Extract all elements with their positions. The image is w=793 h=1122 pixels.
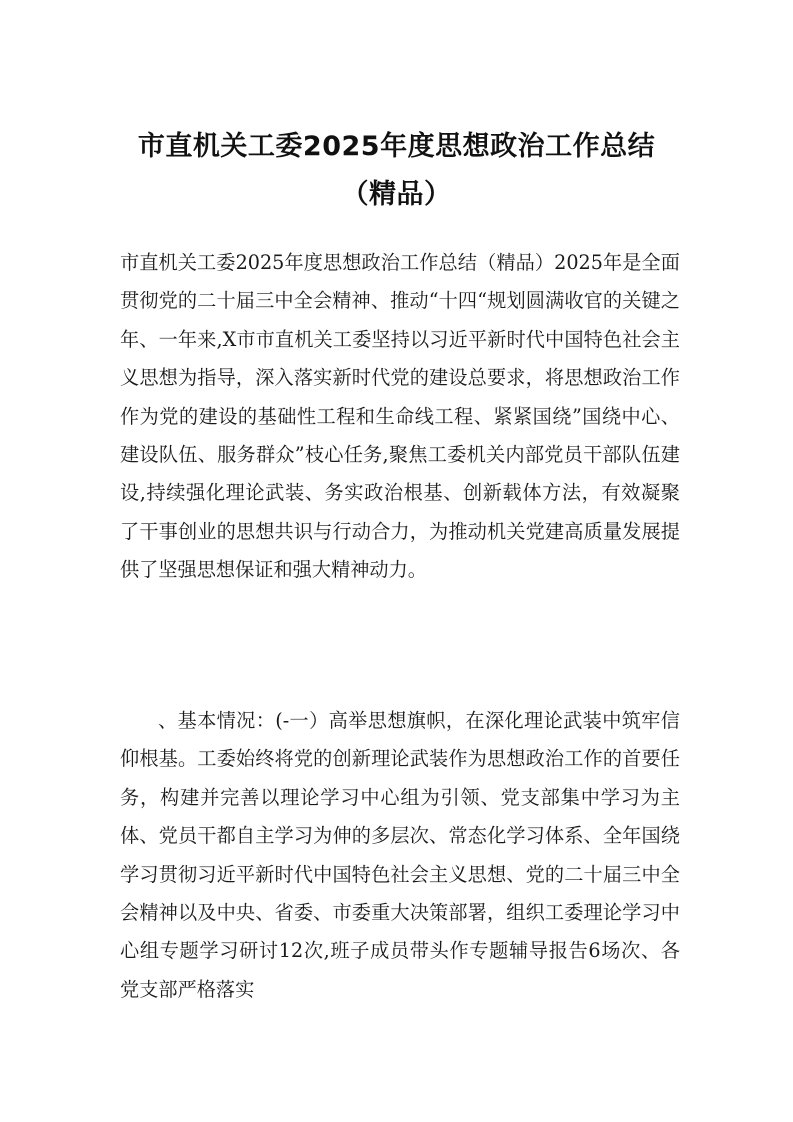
body-paragraph-basic-situation: 、基本情况：(-一）高举思想旗帜，在深化理论武装中筑牢信仰根基。工委始终将党的创新理论武装作为思想政治工作的首要任务，构建并完善以理论学习中心组为引领、党支部集中学习为主体、党员干都自主学习为伸的多层次、常态化学习体系、全年国绕学习贯彻习近平新时代中国特色社会主义思想、党的二十届三中全会精神以及中央、省委、市委重大决策部署，组织工委理论学习中心组专题学习研讨12次,班子成员带头作专题辅导报告6场次、各党支部严格落实 [120,709,680,1001]
document-title-line-1: 市直机关工委2025年度思想政治工作总结 [137,131,656,162]
body-paragraph-intro: 市直机关工委2025年度思想政治工作总结（精品）2025年是全面贯彻党的二十届三中全会精神、推动“十四“规划圆满收官的关键之年、一年来,X市市直机关工委坚持以习近平新时代中国特色社会主义思想为指导，深入落实新时代党的建设总要求，将思想政治工作作为党的建设的基础性工程和生命线工程、紧紧国绕”国绕中心、建设队伍、服务群众”枝心任务,聚焦工委机关内部党员干部队伍建设,持续强化理论武装、务实政治根基、创新载体方法，有效凝聚了干事创业的思想共识与行动合力，为推动机关党建高质量发展提供了坚强思想保证和强大精神动力。 [120,251,680,582]
document-title-line-2: （精品） [341,179,452,210]
